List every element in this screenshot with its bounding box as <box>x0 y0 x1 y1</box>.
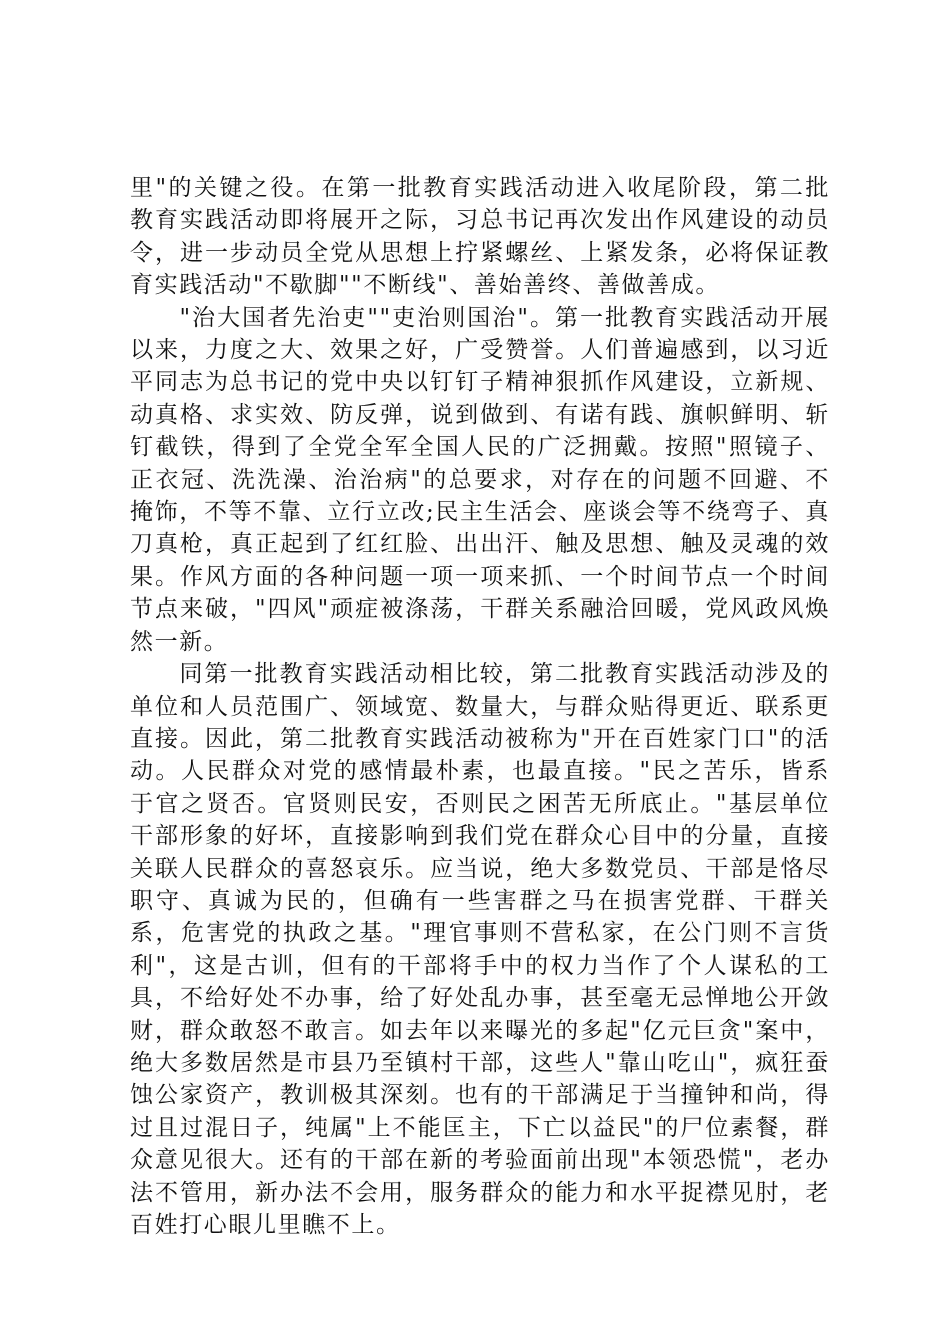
paragraph-2: "治大国者先治吏""吏治则国治"。第一批教育实践活动开展以来，力度之大、效果之好，广受赞誉。人们普遍感到，以习近平同志为总书记的党中央以钉钉子精神狠抓作风建设，立新规、动真格、求实效、防反弹，说到做到、有诺有践、旗帜鲜明、斩钉截铁，得到了全党全军全国人民的广泛拥戴。按照"照镜子、正衣冠、洗洗澡、治治病"的总要求，对存在的问题不回避、不掩饰，不等不靠、立行立改;民主生活会、座谈会等不绕弯子、真刀真枪，真正起到了红红脸、出出汗、触及思想、触及灵魂的效果。作风方面的各种问题一项一项来抓、一个时间节点一个时间节点来破，"四风"顽症被涤荡，干群关系融洽回暖，党风政风焕然一新。 <box>130 304 830 655</box>
paragraph-3: 同第一批教育实践活动相比较，第二批教育实践活动涉及的单位和人员范围广、领域宽、数量大，与群众贴得更近、联系更直接。因此，第二批教育实践活动被称为"开在百姓家门口"的活动。人民群众对党的感情最朴素，也最直接。"民之苦乐，皆系于官之贤否。官贤则民安，否则民之困苦无所底止。"基层单位干部形象的好坏，直接影响到我们党在群众心目中的分量，直接关联人民群众的喜怒哀乐。应当说，绝大多数党员、干部是恪尽职守、真诚为民的，但确有一些害群之马在损害党群、干群关系，危害党的执政之基。"理官事则不营私家，在公门则不言货利"，这是古训，但有的干部将手中的权力当作了个人谋私的工具，不给好处不办事，给了好处乱办事，甚至毫无忌惮地公开敛财，群众敢怒不敢言。如去年以来曝光的多起"亿元巨贪"案中，绝大多数居然是市县乃至镇村干部，这些人"靠山吃山"，疯狂蚕蚀公家资产，教训极其深刻。也有的干部满足于当撞钟和尚，得过且过混日子，纯属"上不能匡主，下亡以益民"的尸位素餐，群众意见很大。还有的干部在新的考验面前出现"本领恐慌"，老办法不管用，新办法不会用，服务群众的能力和水平捉襟见肘，老百姓打心眼儿里瞧不上。 <box>130 661 830 1238</box>
document-body <box>130 172 830 1241</box>
paragraph-1: 里"的关键之役。在第一批教育实践活动进入收尾阶段，第二批教育实践活动即将展开之际，习总书记再次发出作风建设的动员令，进一步动员全党从思想上拧紧螺丝、上紧发条，必将保证教育实践活动"不歇脚""不断线"、善始善终、善做善成。 <box>130 175 830 299</box>
